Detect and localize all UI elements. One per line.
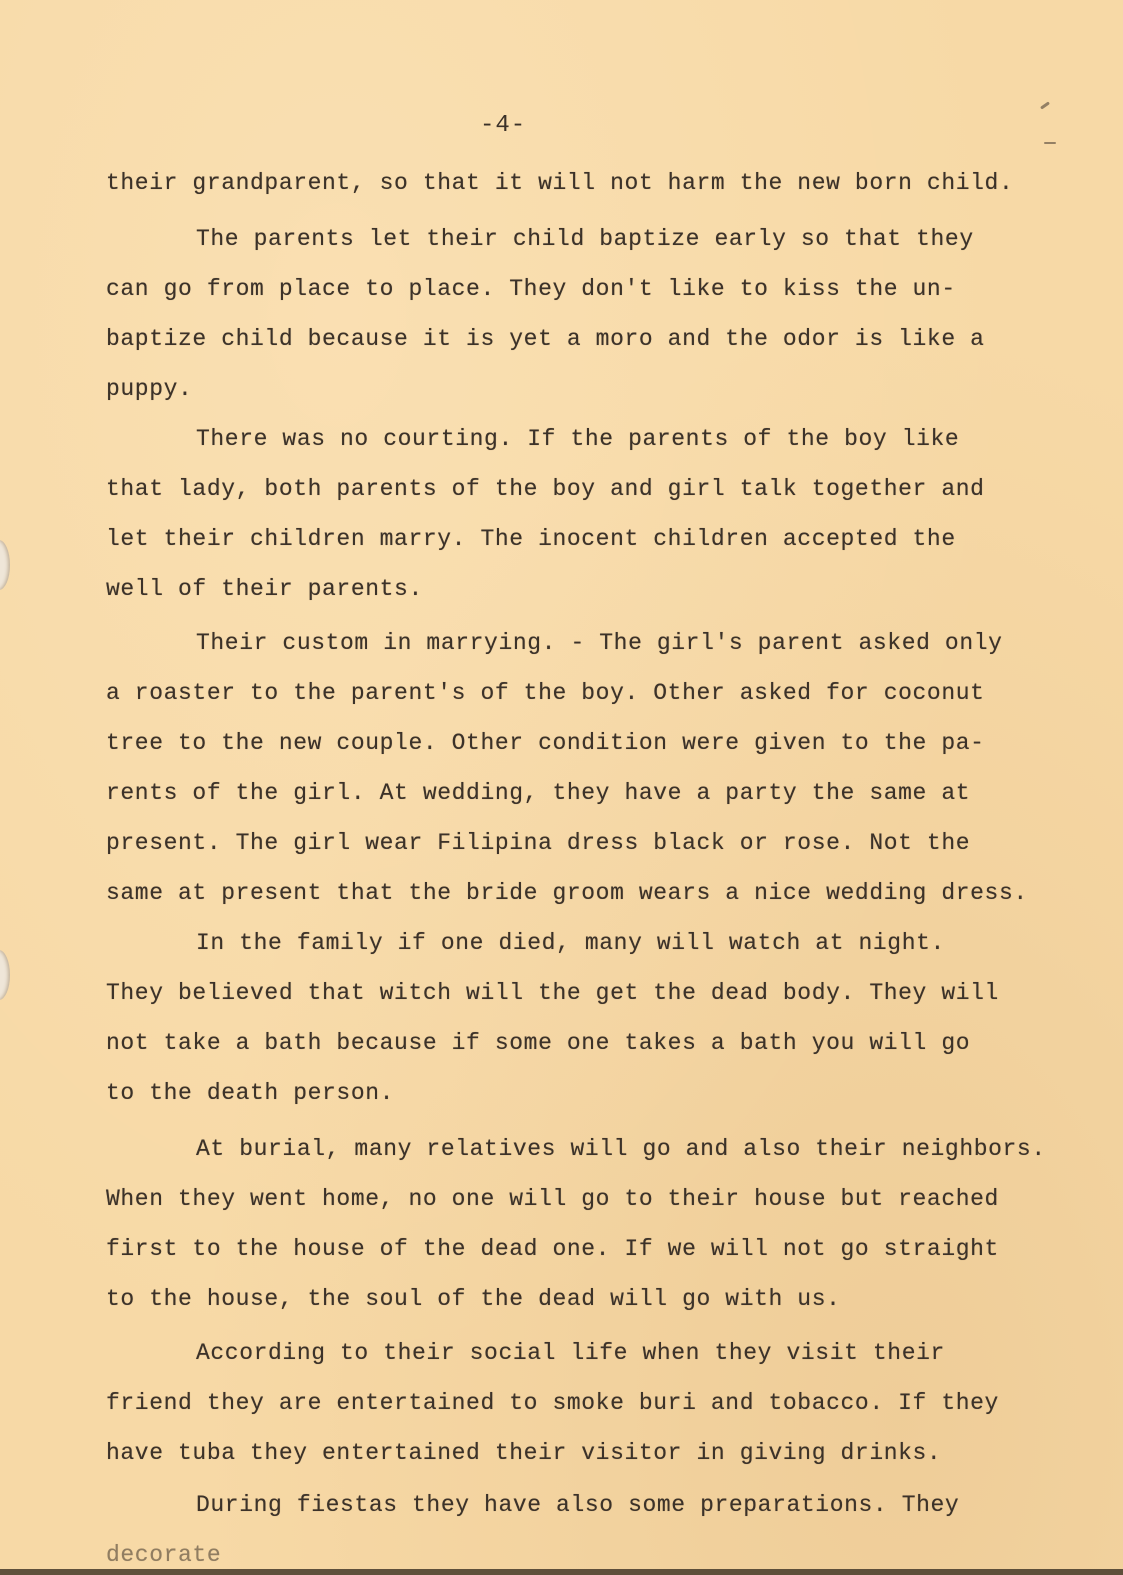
- text-line: decorate: [106, 1542, 222, 1568]
- text-line: rents of the girl. At wedding, they have a party the same at: [106, 780, 971, 806]
- text-line: have tuba they entertained their visitor in giving drinks.: [106, 1440, 942, 1466]
- ink-mark: [1044, 142, 1056, 144]
- text-line: let their children marry. The inocent children accepted the: [106, 526, 956, 552]
- text-line: The parents let their child baptize early so that they: [196, 226, 974, 252]
- text-line: not take a bath because if some one takes a bath you will go: [106, 1030, 971, 1056]
- text-line: to the death person.: [106, 1080, 395, 1106]
- text-line: well of their parents.: [106, 576, 423, 602]
- text-line: They believed that witch will the get the dead body. They will: [106, 980, 999, 1006]
- text-line: In the family if one died, many will watch at night.: [196, 930, 945, 956]
- text-line: tree to the new couple. Other condition were given to the pa-: [106, 730, 985, 756]
- text-line: that lady, both parents of the boy and girl talk together and: [106, 476, 985, 502]
- text-line: There was no courting. If the parents of the boy like: [196, 426, 960, 452]
- punch-hole: [0, 950, 10, 1000]
- text-line: During fiestas they have also some preparations. They: [196, 1492, 960, 1518]
- text-line: When they went home, no one will go to their house but reached: [106, 1186, 999, 1212]
- text-line: puppy.: [106, 376, 193, 402]
- text-line: baptize child because it is yet a moro and the odor is like a: [106, 326, 985, 352]
- text-line: According to their social life when they visit their: [196, 1340, 945, 1366]
- text-line: friend they are entertained to smoke buri and tobacco. If they: [106, 1390, 999, 1416]
- scan-edge: [0, 1569, 1123, 1575]
- text-line: can go from place to place. They don't like to kiss the un-: [106, 276, 956, 302]
- text-line: same at present that the bride groom wears a nice wedding dress.: [106, 880, 1028, 906]
- text-line: first to the house of the dead one. If we will not go straight: [106, 1236, 999, 1262]
- text-line: their grandparent, so that it will not harm the new born child.: [106, 170, 1014, 196]
- text-line: present. The girl wear Filipina dress black or rose. Not the: [106, 830, 971, 856]
- text-line: a roaster to the parent's of the boy. Other asked for coconut: [106, 680, 985, 706]
- ink-mark: [1040, 101, 1050, 109]
- text-line: to the house, the soul of the dead will go with us.: [106, 1286, 841, 1312]
- punch-hole: [0, 540, 10, 590]
- page-number: -4-: [480, 112, 527, 139]
- text-line: At burial, many relatives will go and also their neighbors.: [196, 1136, 1046, 1162]
- text-line: Their custom in marrying. - The girl's parent asked only: [196, 630, 1003, 656]
